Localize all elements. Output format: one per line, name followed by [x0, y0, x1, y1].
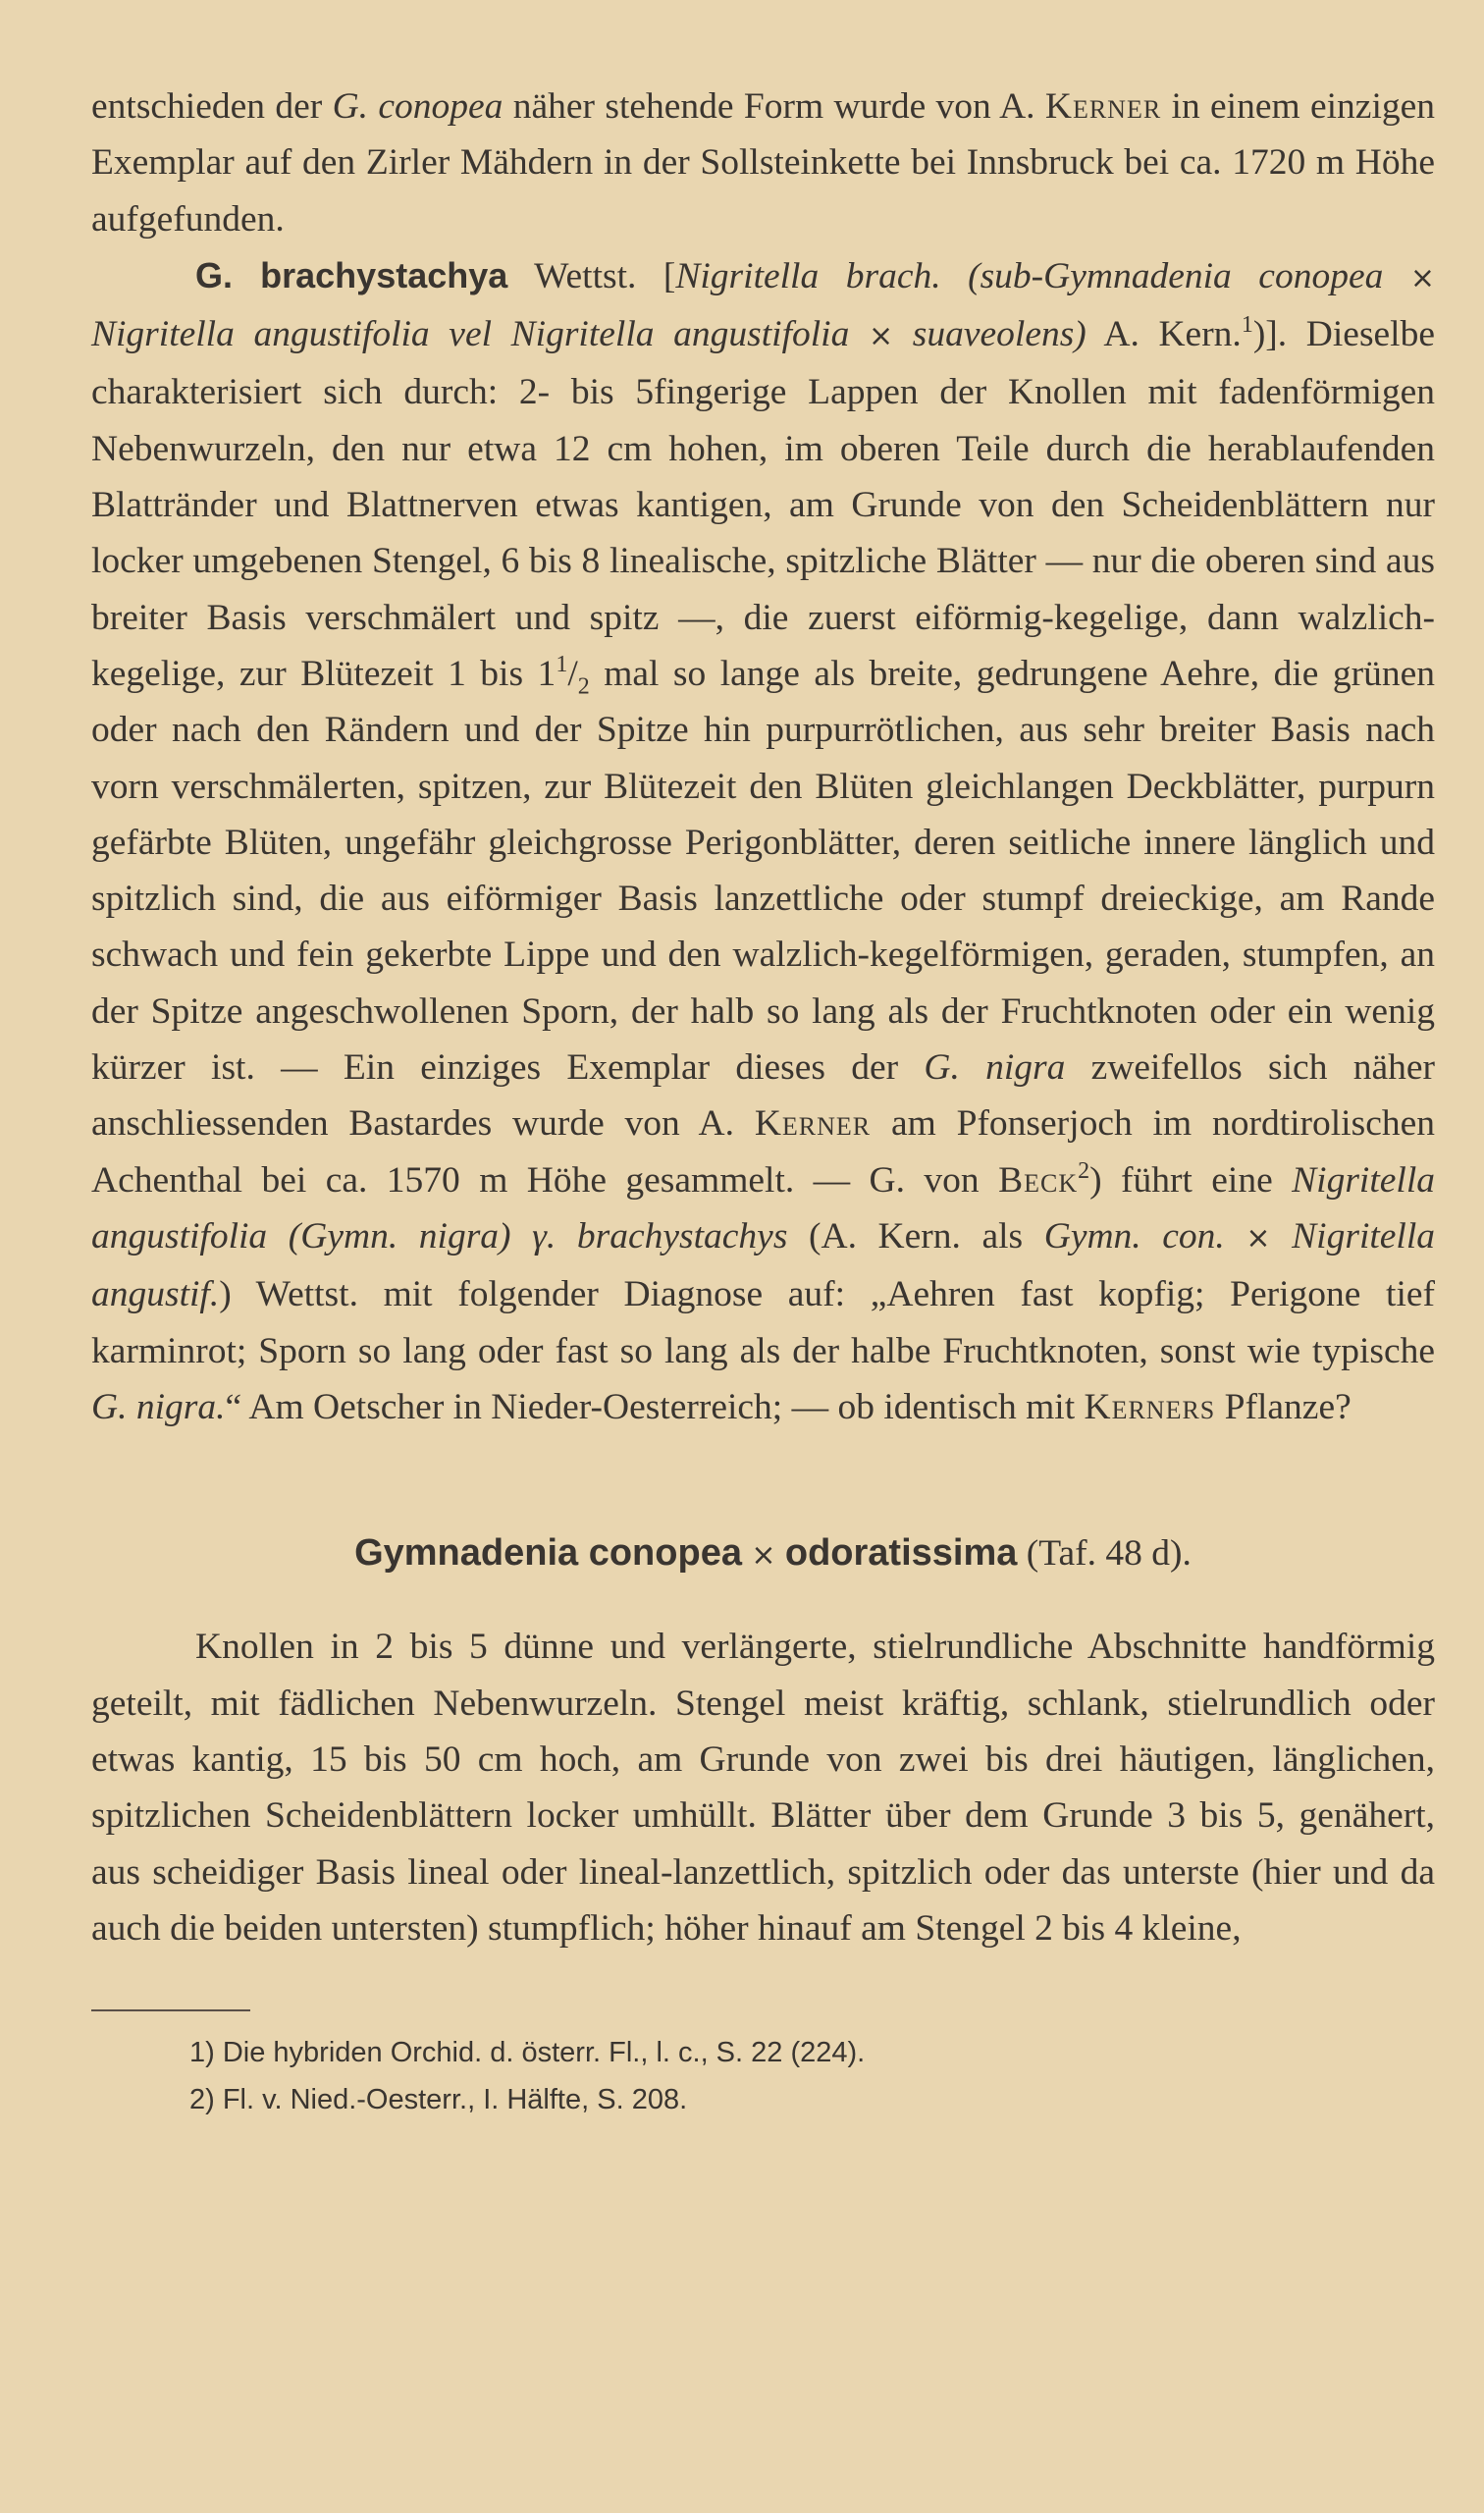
text: in einem einzigen Exemplar auf den Zirler Mähdern in der Sollsteinkette bei Innsbruck bei ca. 1720 m Höhe aufgefunden.: [91, 86, 1436, 240]
paragraph-brachystachya: [91, 247, 1435, 1435]
text: Wettst. [: [507, 255, 676, 296]
text: Pflanze?: [1215, 1386, 1352, 1427]
hybrid-sign: ×: [1409, 260, 1435, 295]
text: (A. Kern. als: [787, 1215, 1044, 1256]
hybrid-sign: ×: [1246, 1220, 1271, 1256]
paragraph-description: Knollen in 2 bis 5 dünne und verlängerte, stielrundliche Abschnitte handförmig geteilt, mit fädlichen Nebenwurzeln. Stengel meist kräftig, schlank, stielrundlich oder etwas kantig, 15 bis 50 cm hoch, am Grunde von zwei bis drei häutigen, länglichen, spitzlichen Scheidenblättern locker umhüllt. Blätter über dem Grunde 3 bis 5, genähert, aus scheidiger Basis lineal oder lineal-lanzettlich, spitzlich oder das unterste (hier und da auch die beiden untersten) stumpflich; höher hinauf am Stengel 2 bis 4 kleine,: [91, 1627, 1435, 1949]
species-name: suaveolens): [912, 314, 1086, 355]
species-name: Nigritella brach. (sub-Gymnadenia conopea: [675, 255, 1384, 296]
text: entschieden der: [91, 86, 333, 127]
fraction-slash: /: [567, 653, 578, 694]
fraction-numerator: 1: [556, 651, 568, 677]
hybrid-sign: ×: [868, 319, 894, 354]
heading-taxon: odoratissima: [784, 1532, 1018, 1575]
footnote-ref: 1: [1241, 312, 1253, 339]
species-name: G. nigra.: [91, 1386, 226, 1427]
heading-taxon: Gymnadenia conopea: [354, 1532, 742, 1575]
text: ) führt eine: [1089, 1159, 1293, 1201]
species-name: Nigritella angustif.: [91, 1215, 1436, 1315]
species-name: Nigritella angustifolia (Gymn. nigra) γ. brachystachys: [91, 1159, 1435, 1256]
text: ) Wettst. mit folgender Diagnose auf: „Aehren fast kopfig; Perigone tief karminrot; Sporn so lang oder fast so lang als der halbe Fruchtknoten, sonst wie typische: [91, 1274, 1435, 1371]
species-name: G. nigra: [924, 1047, 1066, 1089]
species-name: Gymn. con.: [1043, 1215, 1225, 1256]
fraction-denominator: 2: [577, 673, 590, 700]
text: )]. Dieselbe charakterisiert sich durch: 2- bis 5fingerige Lappen der Knollen mit fadenförmigen Nebenwurzeln, den nur etwa 12 cm hohen, im oberen Teile durch die herablaufenden Blattränder und Blattnerven etwas kantigen, am Grunde von den Scheidenblättern nur locker umgebenen Stengel, 6 bis 8 linealische, spitzliche Blätter — nur die oberen sind aus breiter Basis verschmälert und spitz —, die zuerst eiförmig-kegelige, dann walzlich-kegelige, zur Blütezeit 1 bis 1: [91, 314, 1435, 694]
plate-reference: (Taf. 48 d).: [1017, 1533, 1192, 1575]
text: “ Am Oetscher in Nieder-Oesterreich; — ob identisch mit: [225, 1386, 1085, 1427]
section-heading: [91, 1525, 1435, 1583]
footnote-1: 1) Die hybriden Orchid. d. österr. Fl., l. c., S. 22 (224).: [189, 2037, 866, 2069]
author-name: Beck: [998, 1159, 1079, 1201]
species-name: G. conopea: [332, 86, 504, 127]
footnote-2: 2) Fl. v. Nied.-Oesterr., I. Hälfte, S. 208.: [189, 2084, 688, 2116]
text: A. Kern.: [1086, 314, 1242, 355]
footnotes: [91, 2029, 1435, 2123]
text: näher stehende Form wurde von A.: [503, 86, 1045, 127]
species-name: Nigritella angustifolia vel Nigritella angustifolia: [91, 314, 850, 355]
hybrid-sign: ×: [751, 1538, 776, 1574]
footnote-ref: 2: [1078, 1157, 1090, 1184]
paragraph-continuation: [91, 79, 1435, 247]
text: zweifellos sich näher anschliessenden Bastardes wurde von A.: [91, 1047, 1435, 1145]
taxon-heading: G. brachystachya: [195, 254, 508, 295]
author-name: Kerner: [754, 1103, 872, 1145]
footnote-divider: [91, 2009, 250, 2011]
author-name: Kerner: [1044, 86, 1162, 127]
text: mal so lange als breite, gedrungene Aehre, die grünen oder nach den Rändern und der Spitze hin purpurrötlichen, aus sehr breiter Basis nach vorn verschmälerten, spitzen, zur Blütezeit den Blüten gleichlangen Deckblätter, purpurn gefärbte Blüten, ungefähr gleichgrosse Perigonblätter, deren seitliche innere länglich und spitzlich sind, die aus eiförmiger Basis lanzettliche oder stumpf dreieckige, am Rande schwach und fein gekerbte Lippe und den walzlich-kegelförmigen, geraden, stumpfen, an der Spitze angeschwollenen Sporn, der halb so lang als der Fruchtknoten oder ein wenig kürzer ist. — Ein einziges Exemplar dieses der: [91, 653, 1435, 1089]
text: am Pfonserjoch im nordtirolischen Achenthal bei ca. 1570 m Höhe gesammelt. — G. von: [91, 1103, 1435, 1201]
author-name: Kerners: [1084, 1386, 1216, 1427]
